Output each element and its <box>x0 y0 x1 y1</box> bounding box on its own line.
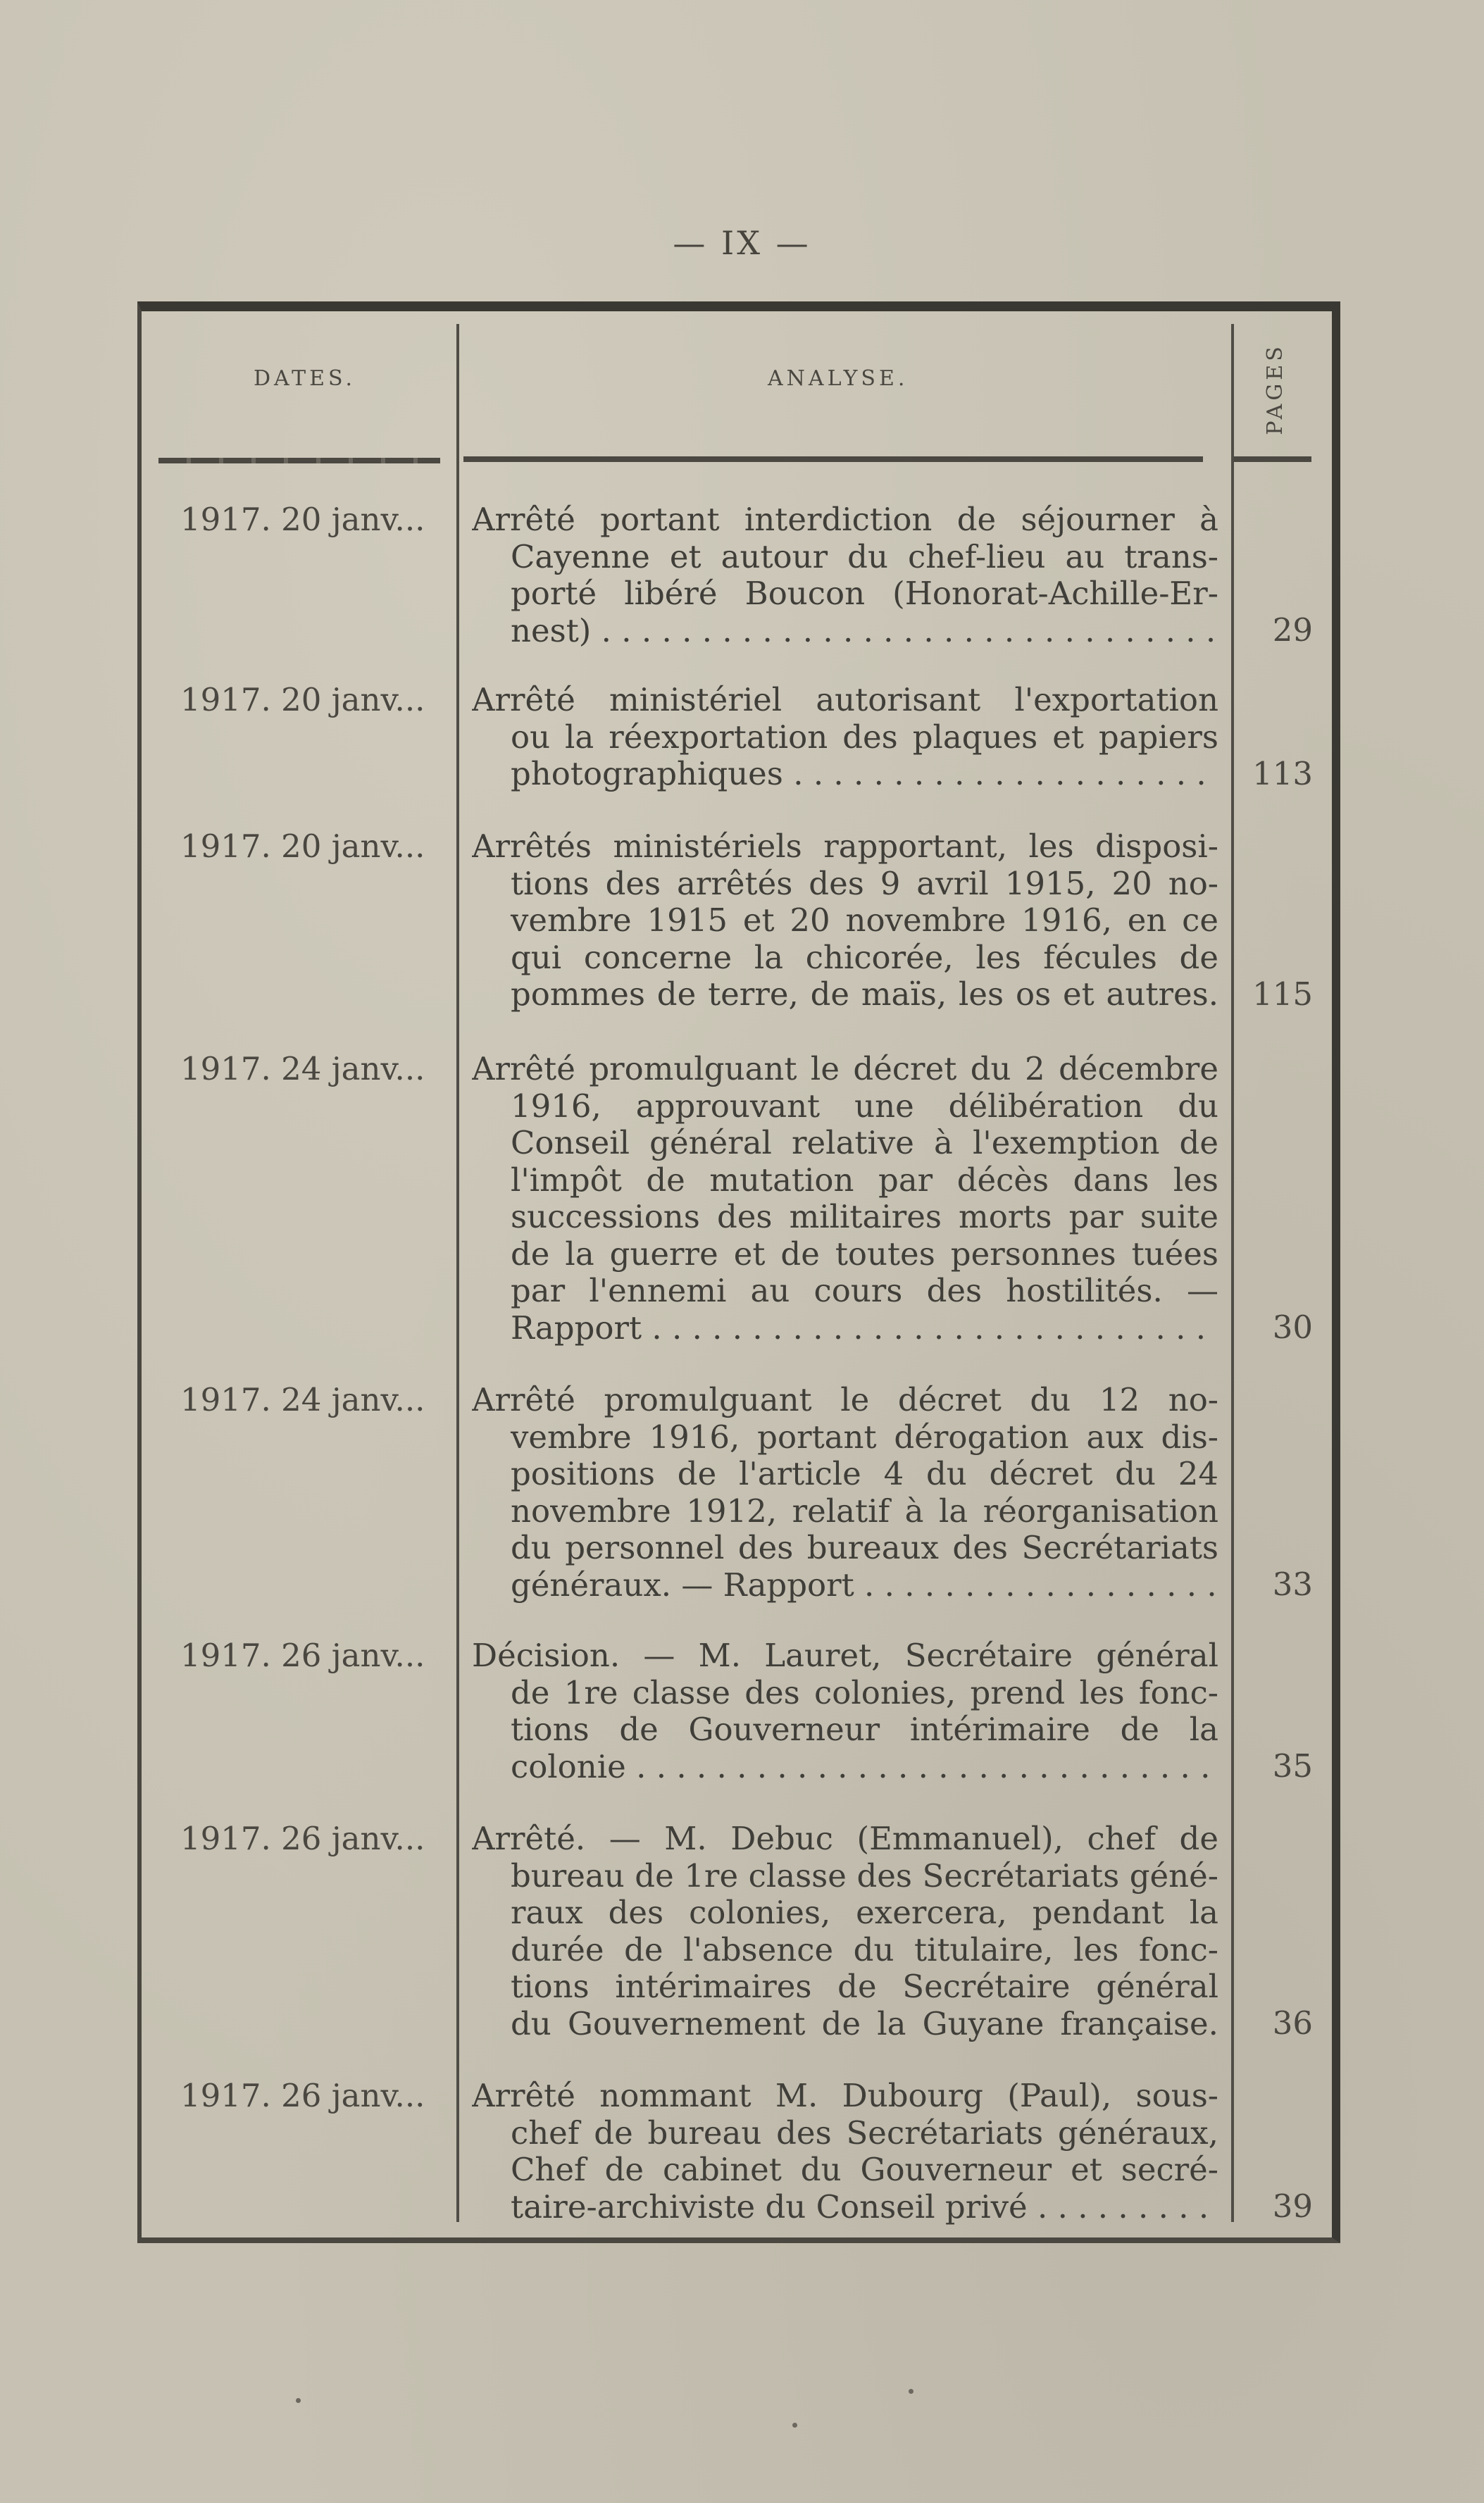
entry-page: 36 <box>1272 2004 1313 2042</box>
header-rule-dates <box>158 458 440 463</box>
entry-page: 30 <box>1272 1309 1313 1346</box>
entry-date: 1917. 26 janv... <box>180 1637 425 1674</box>
column-divider-dates <box>456 324 459 2222</box>
header-pages <box>1247 339 1303 438</box>
analysis-line: tions de Gouverneur intérimaire de la <box>511 1711 1218 1748</box>
analysis-line: Rapport . . . <box>472 1310 1218 1347</box>
paper-speck <box>909 2389 914 2394</box>
entry-page: 115 <box>1252 975 1313 1013</box>
analysis-line: par l'ennemi au cours des hostilités. — <box>511 1273 1218 1309</box>
analysis-line: positions de l'article 4 du décret du 24 <box>511 1456 1218 1492</box>
entry-date: 1917. 20 janv... <box>180 501 425 538</box>
analysis-line: 1916, approuvant une délibération du <box>511 1087 1218 1125</box>
entry-analysis <box>472 1051 1218 1347</box>
analysis-line: de 1re classe des colonies, prend les fonc- <box>511 1674 1218 1711</box>
analysis-line: vembre 1915 et 20 novembre 1916, en ce <box>511 902 1218 939</box>
analysis-line: du personnel des bureaux des Secrétariats <box>511 1530 1218 1566</box>
analysis-line: de la guerre et de toutes personnes tuées <box>511 1235 1218 1273</box>
entry-analysis <box>472 682 1218 793</box>
analysis-line: vembre 1916, portant dérogation aux dis- <box>511 1418 1218 1456</box>
entry-page: 35 <box>1272 1747 1313 1785</box>
analysis-line: successions des militaires morts par suite <box>511 1199 1218 1235</box>
analysis-line: Conseil général relative à l'exemption de <box>511 1125 1218 1161</box>
analysis-line: chef de bureau des Secrétariats généraux, <box>511 2114 1218 2152</box>
analysis-line: Arrêté. — M. Debuc (Emmanuel), chef de <box>472 1821 1218 1857</box>
entry-page: 113 <box>1252 755 1313 792</box>
analysis-line: Arrêté portant interdiction de séjourner à <box>472 501 1218 538</box>
analysis-line: Arrêtés ministériels rapportant, les disposi- <box>472 828 1218 865</box>
page-number: — IX — <box>673 224 811 262</box>
header-analyse: ANALYSE. <box>768 366 909 391</box>
analysis-line: tions des arrêtés des 9 avril 1915, 20 no- <box>511 865 1218 902</box>
entry-date: 1917. 24 janv... <box>180 1050 425 1087</box>
analysis-line: Arrêté nommant M. Dubourg (Paul), sous- <box>472 2078 1218 2114</box>
analysis-line: bureau de 1re classe des Secrétariats géné- <box>511 1857 1218 1895</box>
analysis-line: Arrêté ministériel autorisant l'exportation <box>472 682 1218 718</box>
analysis-line: porté libéré Boucon (Honorat-Achille-Er- <box>511 575 1218 612</box>
analysis-line: raux des colonies, exercera, pendant la <box>511 1895 1218 1931</box>
analysis-line: durée de l'absence du titulaire, les fonc- <box>511 1931 1218 1968</box>
analysis-line: taire-archiviste du Conseil privé . . . <box>472 2189 1218 2226</box>
analysis-line: Décision. — M. Lauret, Secrétaire général <box>472 1637 1218 1674</box>
entry-page: 33 <box>1272 1566 1313 1603</box>
entry-date: 1917. 26 janv... <box>180 2077 425 2114</box>
entry-analysis <box>472 1637 1218 1785</box>
entry-date: 1917. 24 janv... <box>180 1381 425 1418</box>
analysis-line: l'impôt de mutation par décès dans les <box>511 1161 1218 1199</box>
entry-analysis <box>472 1821 1218 2042</box>
analysis-line: nest) . . . <box>472 613 1218 650</box>
analysis-line: Arrêté promulguant le décret du 12 no- <box>472 1382 1218 1418</box>
analysis-line: du Gouvernement de la Guyane française. <box>511 2005 1218 2042</box>
analysis-line: qui concerne la chicorée, les fécules de <box>511 939 1218 976</box>
analysis-line: pommes de terre, de maïs, les os et autres. <box>511 976 1218 1013</box>
header-rule-analyse <box>463 456 1203 462</box>
analysis-line: Cayenne et autour du chef-lieu au trans- <box>511 538 1218 575</box>
entry-date: 1917. 20 janv... <box>180 681 425 718</box>
analysis-line: ou la réexportation des plaques et papiers <box>511 718 1218 756</box>
analysis-line: Arrêté promulguant le décret du 2 décembre <box>472 1051 1218 1087</box>
entry-date: 1917. 20 janv... <box>180 828 425 865</box>
paper-speck <box>792 2423 797 2428</box>
entry-analysis <box>472 828 1218 1013</box>
entry-page: 39 <box>1272 2187 1313 2225</box>
entry-analysis <box>472 501 1218 649</box>
entry-date: 1917. 26 janv... <box>180 1820 425 1857</box>
header-pages-label: PAGES <box>1262 342 1287 435</box>
analysis-line: photographiques . . . <box>472 756 1218 793</box>
analysis-line: généraux. — Rapport . . . <box>472 1567 1218 1604</box>
entry-analysis <box>472 2078 1218 2226</box>
analysis-line: tions intérimaires de Secrétaire général <box>511 1968 1218 2005</box>
header-dates: DATES. <box>254 366 356 391</box>
entry-analysis <box>472 1382 1218 1604</box>
analysis-line: novembre 1912, relatif à la réorganisation <box>511 1492 1218 1530</box>
entry-page: 29 <box>1272 611 1313 649</box>
analysis-line: Chef de cabinet du Gouverneur et secré- <box>511 2152 1218 2188</box>
paper-speck <box>296 2398 301 2403</box>
column-divider-pages <box>1231 324 1234 2222</box>
analysis-line: colonie . . . <box>472 1749 1218 1786</box>
header-rule-pages <box>1234 456 1311 462</box>
